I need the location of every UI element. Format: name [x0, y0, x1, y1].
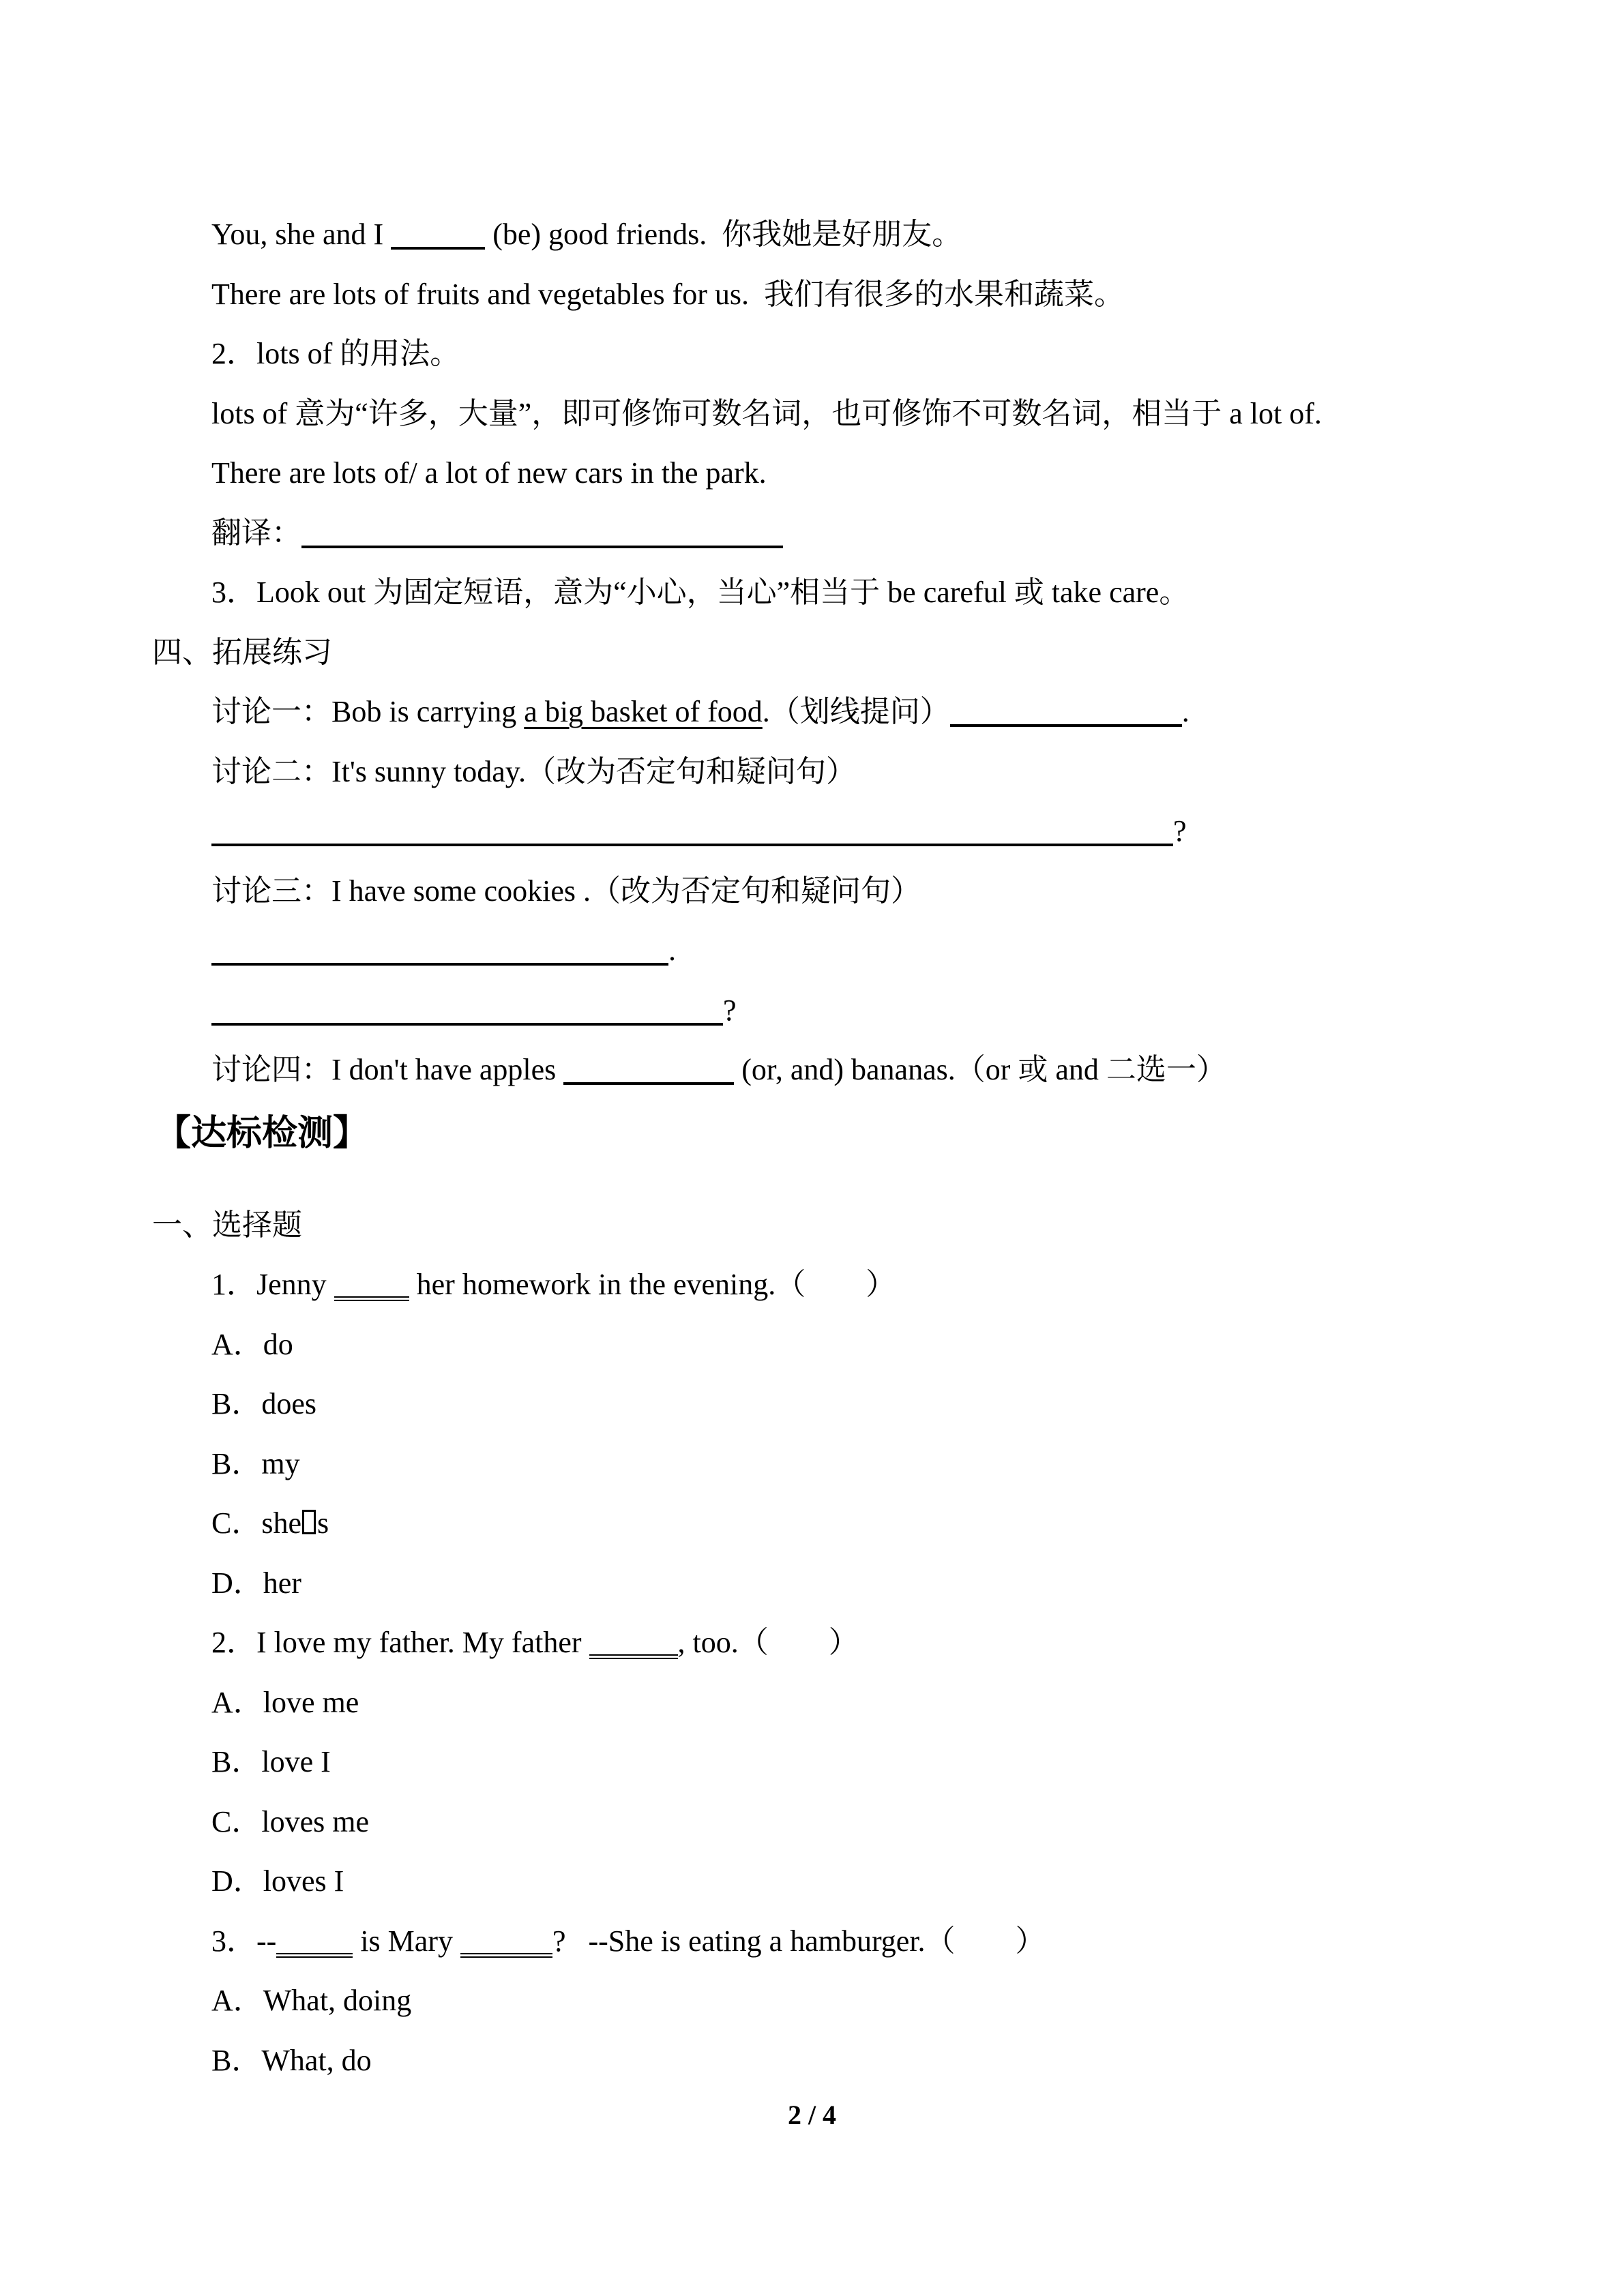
fill-blank-mc2 [589, 1646, 678, 1659]
period-mark: . [668, 934, 676, 967]
fill-blank-translate [301, 537, 783, 548]
note-look-out [0, 563, 1624, 623]
extension-q3-answer-line-2 [0, 981, 1624, 1041]
text-run: B．does [211, 1387, 316, 1420]
mc2-option-b [0, 1732, 1624, 1792]
text-run: 讨论二：It's sunny today.（改为否定句和疑问句） [211, 754, 856, 788]
text-run: B．What, do [211, 2043, 372, 2077]
extension-q2-answer-line [0, 801, 1624, 861]
extension-q2-stem [0, 742, 1624, 802]
text-run: 【达标检测】 [156, 1114, 369, 1153]
text-run: There are lots of fruits and vegetables for us. 我们有很多的水果和蔬菜。 [211, 277, 1125, 311]
text-run: lots of 意为“许多，大量”，即可修饰可数名词，也可修饰不可数名词，相当于 a lot of. [211, 396, 1322, 430]
extension-q3-stem [0, 861, 1624, 921]
text-run: D．loves I [211, 1864, 344, 1898]
mc1-option-b [0, 1374, 1624, 1434]
text-run: (or, and) bananas.（or 或 and 二选一） [734, 1053, 1226, 1086]
mc2-stem [0, 1613, 1624, 1673]
text-run: A．What, doing [211, 1984, 412, 2017]
note-lots-of-example [0, 443, 1624, 503]
fill-blank-mc1 [334, 1288, 409, 1301]
fill-blank-q4 [563, 1074, 734, 1085]
extension-q3-answer-line-1 [0, 921, 1624, 981]
text-run: 讨论三：I have some cookies .（改为否定句和疑问句） [211, 874, 921, 908]
mc3-option-a [0, 1971, 1624, 2031]
section-title-extension [0, 623, 1624, 683]
text-run: , too.（ ） [677, 1626, 859, 1659]
text-run: ? --She is eating a hamburger.（ ） [552, 1924, 1046, 1958]
underlined-phrase: a big basket of food [524, 695, 763, 728]
fill-blank-be [391, 239, 485, 250]
fill-blank-mc3-2 [460, 1945, 552, 1958]
text-run: her homework in the evening.（ ） [409, 1268, 896, 1301]
text-run: A．love me [211, 1685, 359, 1719]
text-run: (be) good friends. 你我她是好朋友。 [485, 218, 962, 251]
text-run: C．she [211, 1506, 301, 1540]
mc1-option-b2 [0, 1434, 1624, 1494]
text-run: 讨论一：Bob is carrying [211, 695, 525, 728]
text-run: A．do [211, 1327, 293, 1361]
missing-glyph-box [302, 1510, 316, 1534]
fill-blank-q1 [950, 716, 1182, 727]
mc3-option-b [0, 2031, 1624, 2091]
note-lots-of-explain [0, 384, 1624, 444]
mc2-option-d [0, 1851, 1624, 1911]
text-run: . [1181, 695, 1190, 728]
text-run: C．loves me [211, 1804, 369, 1838]
extension-q4 [0, 1040, 1624, 1100]
text-run: 2．lots of 的用法。 [211, 337, 460, 370]
text-run: 一、选择题 [152, 1208, 302, 1242]
text-run: 讨论四：I don't have apples [211, 1053, 564, 1086]
question-mark: ? [723, 993, 737, 1027]
extension-q1 [0, 682, 1624, 742]
text-run: .（划线提问） [762, 695, 950, 728]
question-mark: ? [1173, 814, 1187, 848]
worksheet-page-body [0, 205, 1624, 2090]
mc2-option-c [0, 1792, 1624, 1852]
note-lots-of-title [0, 324, 1624, 384]
text-run: D．her [211, 1566, 301, 1600]
text-run: s [317, 1506, 329, 1540]
spacer [0, 1168, 1624, 1195]
text-run: There are lots of/ a lot of new cars in the park. [211, 456, 767, 490]
text-run: 2．I love my father. My father [211, 1626, 589, 1659]
note-be-sentence [0, 205, 1624, 265]
mc1-option-d [0, 1553, 1624, 1613]
text-run: 3．Look out 为固定短语，意为“小心，当心”相当于 be careful 或 take care。 [211, 576, 1190, 609]
text-run: 3．-- [211, 1924, 277, 1958]
fill-blank-q2-answer [211, 835, 1173, 846]
page-number: 2 / 4 [787, 2100, 837, 2130]
fill-blank-q3-answer1 [211, 955, 668, 966]
fill-blank-q3-answer2 [211, 1015, 723, 1026]
mc1-option-a [0, 1315, 1624, 1375]
assessment-header [0, 1100, 1624, 1168]
section-title-choice [0, 1195, 1624, 1255]
mc1-stem [0, 1255, 1624, 1315]
text-run: is Mary [353, 1924, 460, 1958]
translate-label: 翻译： [211, 516, 301, 550]
text-run: You, she and I [211, 218, 392, 251]
mc2-option-a [0, 1673, 1624, 1733]
mc3-stem [0, 1911, 1624, 1971]
text-run: 四、拓展练习 [152, 635, 332, 669]
text-run: B．my [211, 1446, 300, 1480]
text-run: B．love I [211, 1745, 331, 1778]
note-fruits-sentence [0, 265, 1624, 325]
fill-blank-mc3-1 [276, 1945, 353, 1958]
mc1-option-c [0, 1493, 1624, 1553]
text-run: 1．Jenny [211, 1268, 334, 1301]
translate-line [0, 503, 1624, 563]
